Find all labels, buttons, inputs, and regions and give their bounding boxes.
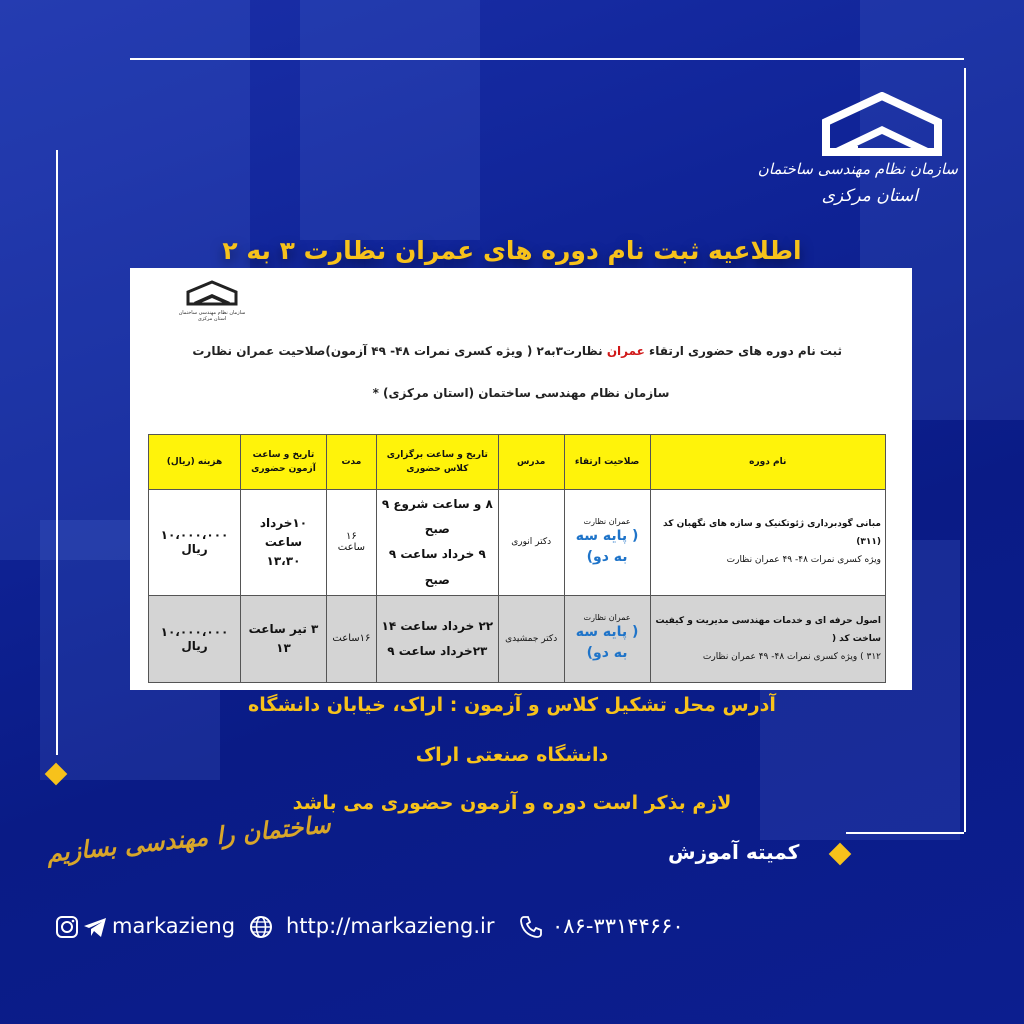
page-title: اطلاعیه ثبت نام دوره های عمران نظارت ۳ به ۲ bbox=[222, 236, 802, 265]
course-name-cell bbox=[650, 490, 885, 596]
document-org-line: سازمان نظام مهندسی ساختمان (استان مرکزی) * bbox=[372, 386, 670, 400]
instructor-cell: دکتر انوری bbox=[498, 490, 564, 596]
header-competency: صلاحیت ارتقاء bbox=[564, 435, 650, 490]
exam-l2: ۱۳،۳۰ bbox=[266, 553, 301, 568]
class-date2: ۹ خرداد ساعت ۹ صبح bbox=[388, 547, 486, 587]
instagram-icon[interactable] bbox=[54, 914, 80, 940]
competency-main: ( پایه سه به دو) bbox=[575, 527, 639, 565]
header-instructor: مدرس bbox=[498, 435, 564, 490]
competency-small: عمران نظارت bbox=[583, 516, 631, 526]
document-heading-red: عمران bbox=[606, 344, 645, 358]
competency-main: ( پایه سه به دو) bbox=[575, 624, 639, 662]
logo-line1: سازمان نظام مهندسی ساختمان bbox=[757, 160, 958, 178]
course-sub: ویژه کسری نمرات ۴۸- ۴۹ عمران نظارت bbox=[726, 555, 881, 566]
class-dates-cell bbox=[376, 490, 498, 596]
address-line1: آدرس محل تشکیل کلاس و آزمون : اراک، خیابان دانشگاه bbox=[248, 694, 776, 716]
committee-label: کمیته آموزش bbox=[668, 840, 800, 864]
announcement-document bbox=[130, 268, 912, 690]
exam-cell bbox=[241, 490, 327, 596]
phone-number[interactable]: ۰۸۶-۳۳۱۴۴۶۶۰ bbox=[552, 914, 684, 938]
header-exam-l1: تاریخ و ساعت bbox=[252, 449, 315, 460]
header-exam-l2: آزمون حضوری bbox=[251, 464, 316, 474]
logo-line2: استان مرکزی bbox=[821, 186, 918, 206]
header-class-dates bbox=[376, 435, 498, 490]
duration-cell: ۱۶ساعت bbox=[326, 595, 376, 682]
globe-icon bbox=[248, 914, 274, 940]
header-cost: هزینه (ریال) bbox=[149, 435, 241, 490]
class-dates-cell bbox=[376, 595, 498, 682]
header-class-dates-l2: کلاس حضوری bbox=[406, 464, 469, 474]
frame-right bbox=[964, 68, 966, 832]
course-name-cell bbox=[650, 595, 885, 682]
competency-small: عمران نظارت bbox=[583, 613, 631, 623]
exam-l1: ۳ تیر ساعت ۱۳ bbox=[248, 621, 319, 655]
background-building bbox=[300, 0, 480, 240]
course-name: مبانی گودبرداری ژئوتکنیک و سازه های نگهبان کد (۳۱۱) bbox=[663, 519, 881, 548]
website-link[interactable]: http://markazieng.ir bbox=[286, 914, 495, 938]
competency-cell bbox=[564, 490, 650, 596]
exam-cell bbox=[241, 595, 327, 682]
slogan: ساختمان را مهندسی بسازیم bbox=[45, 809, 332, 868]
note-line: لازم بذکر است دوره و آزمون حضوری می باشد bbox=[292, 792, 732, 814]
header-duration: مدت bbox=[326, 435, 376, 490]
table-row bbox=[149, 595, 886, 682]
table-header-row bbox=[149, 435, 886, 490]
exam-l1: ۱۰خرداد ساعت bbox=[259, 515, 308, 549]
class-date2: ۲۳خرداد ساعت ۹ bbox=[387, 643, 488, 658]
competency-cell bbox=[564, 595, 650, 682]
class-date1: ۲۲ خرداد ساعت ۱۴ bbox=[381, 618, 494, 633]
frame-top bbox=[130, 58, 964, 60]
telegram-icon[interactable] bbox=[82, 914, 108, 940]
table-row bbox=[149, 490, 886, 596]
instructor-cell: دکتر جمشیدی bbox=[498, 595, 564, 682]
document-heading-part2: نظارت۳به۲ ( ویژه کسری نمرات ۴۸- ۴۹ آزمون)صلاحیت عمران نظارت bbox=[192, 344, 607, 358]
social-handle[interactable]: markazieng bbox=[112, 914, 236, 938]
duration-cell: ۱۶ ساعت bbox=[326, 490, 376, 596]
diamond-accent-right bbox=[829, 843, 852, 866]
document-logo-text: سازمان نظام مهندسی ساختمان استان مرکزی bbox=[178, 310, 246, 322]
header-exam bbox=[241, 435, 327, 490]
cost-cell: ۱۰،۰۰۰،۰۰۰ ریال bbox=[149, 595, 241, 682]
course-sub: ۳۱۲ ) ویژه کسری نمرات ۴۸- ۴۹ عمران نظارت bbox=[702, 651, 881, 662]
document-heading bbox=[192, 344, 842, 358]
frame-bottom bbox=[846, 832, 964, 834]
document-heading-part1: ثبت نام دوره های حضوری ارتقاء bbox=[644, 344, 842, 358]
document-logo-icon bbox=[182, 280, 242, 332]
class-date1: ۸ و ساعت شروع ۹ صبح bbox=[381, 497, 493, 537]
header-course: نام دوره bbox=[650, 435, 885, 490]
header-class-dates-l1: تاریخ و ساعت برگزاری bbox=[386, 449, 488, 460]
phone-icon bbox=[518, 914, 544, 940]
address-line2: دانشگاه صنعتی اراک bbox=[415, 744, 609, 766]
courses-table bbox=[148, 434, 886, 683]
course-name: اصول حرفه ای و خدمات مهندسی مدیریت و کیفیت ساخت کد ( bbox=[655, 615, 881, 644]
cost-cell: ۱۰،۰۰۰،۰۰۰ ریال bbox=[149, 490, 241, 596]
